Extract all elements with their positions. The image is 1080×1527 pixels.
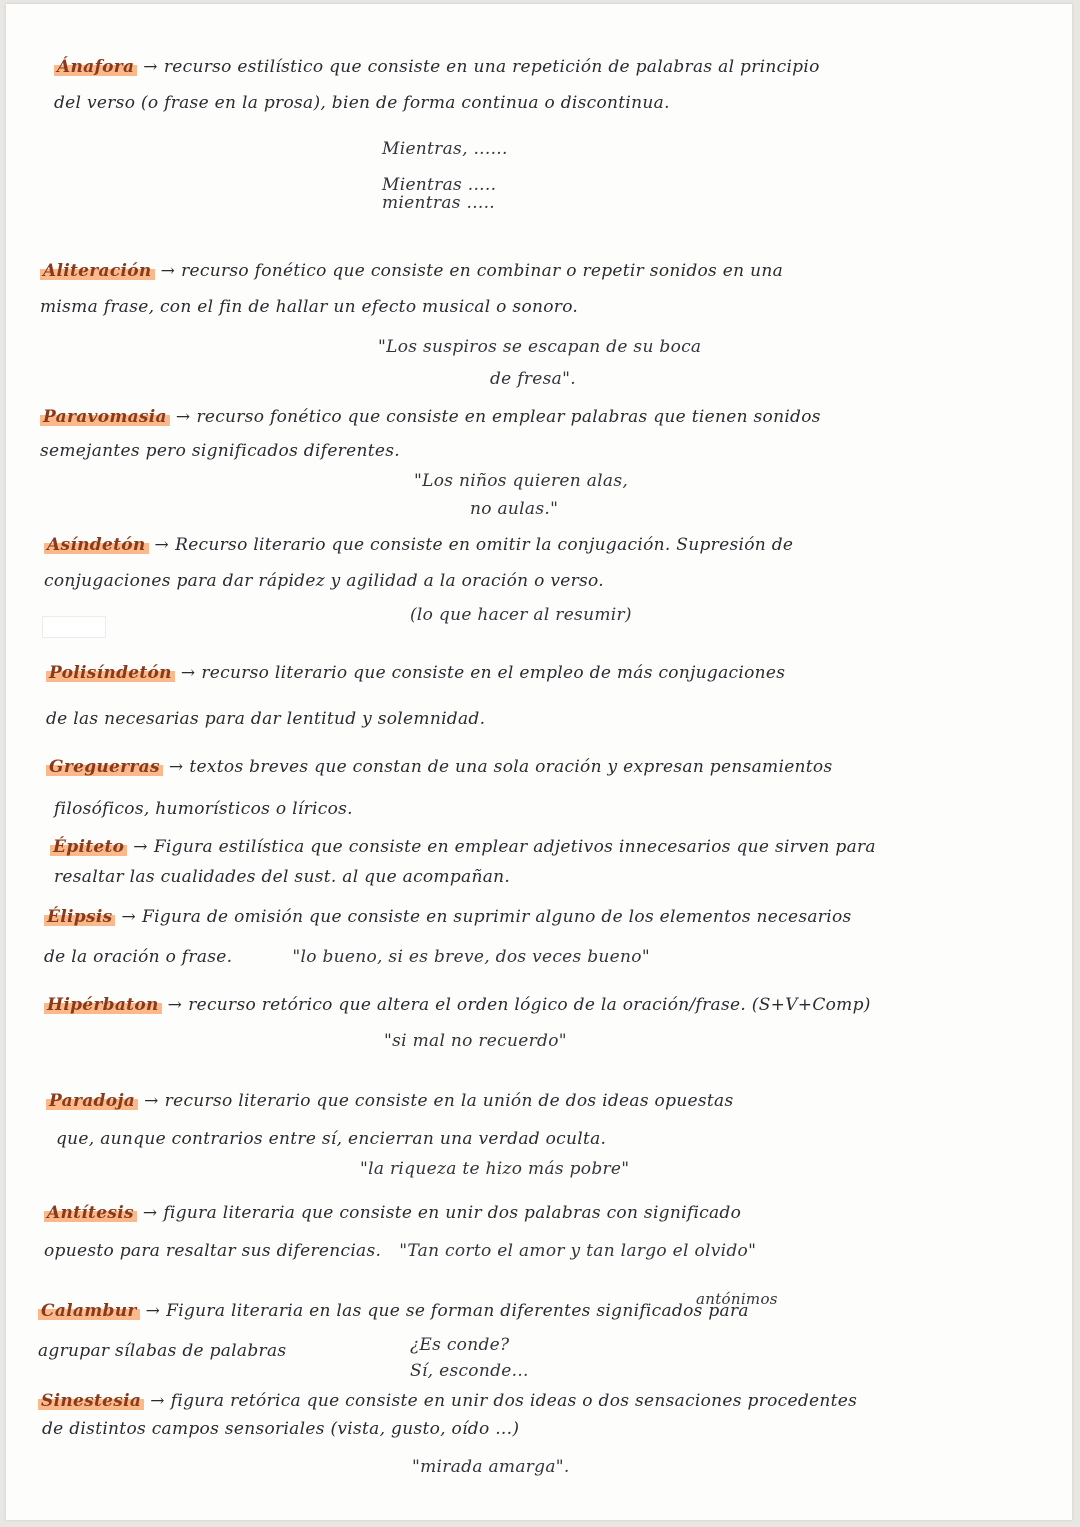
arrow-icon: → xyxy=(143,57,158,77)
definition-line: recurso estilístico que consiste en una repetición de palabras al principio xyxy=(163,57,820,77)
definition-line: Figura de omisión que consiste en suprimir alguno de los elementos necesarios xyxy=(142,907,852,927)
term-asindeton: Asíndetón xyxy=(44,535,149,555)
example-line: ¿Es conde? xyxy=(410,1335,510,1355)
example-line: "Los niños quieren alas, xyxy=(414,471,629,491)
entry-paradoja xyxy=(46,1090,734,1112)
arrow-icon: → xyxy=(133,837,148,857)
definition-line: que, aunque contrarios entre sí, encierran una verdad oculta. xyxy=(56,1129,607,1149)
example-line: Mientras, ...... xyxy=(382,139,508,159)
entry-paronomasia xyxy=(40,406,821,428)
definition-line: semejantes pero significados diferentes. xyxy=(40,441,400,461)
example-line: "Tan corto el amor y tan largo el olvido" xyxy=(399,1241,757,1261)
entry-calambur xyxy=(38,1300,749,1322)
definition-line: figura retórica que consiste en unir dos ideas o dos sensaciones procedentes xyxy=(170,1391,858,1411)
term-epiteto: Épiteto xyxy=(50,837,127,857)
arrow-icon: → xyxy=(150,1391,165,1411)
entry-polisindeton xyxy=(46,662,785,684)
definition-line: opuesto para resaltar sus diferencias. xyxy=(44,1241,382,1261)
entry-greguerias xyxy=(46,756,833,778)
definition-line: del verso (o frase en la prosa), bien de forma continua o discontinua. xyxy=(54,93,670,113)
arrow-icon: → xyxy=(154,535,170,555)
term-elipsis: Élipsis xyxy=(44,907,115,927)
definition-line: Recurso literario que consiste en omitir la conjugación. Supresión de xyxy=(175,535,794,555)
term-polisindeton: Polisíndetón xyxy=(46,663,175,683)
term-greguerias: Greguerras xyxy=(46,757,163,777)
example-line: Sí, esconde... xyxy=(410,1361,529,1381)
entry-hiperbaton xyxy=(44,994,871,1016)
entry-anafora xyxy=(54,56,820,78)
example-line: mientras ..... xyxy=(382,193,496,213)
term-calambur: Calambur xyxy=(38,1301,140,1321)
example-line: "mirada amarga". xyxy=(412,1457,570,1477)
definition-line: de las necesarias para dar lentitud y solemnidad. xyxy=(46,709,486,729)
arrow-icon: → xyxy=(175,407,191,427)
entry-elipsis xyxy=(44,906,852,928)
example-line: "la riqueza te hizo más pobre" xyxy=(360,1159,630,1179)
antitesis-line-2 xyxy=(44,1240,756,1262)
annotation-note: antónimos xyxy=(696,1290,778,1308)
definition-line: resaltar las cualidades del sust. al que acompañan. xyxy=(54,867,511,887)
example-line: no aulas." xyxy=(470,499,559,519)
example-line: (lo que hacer al resumir) xyxy=(410,605,632,625)
definition-line: figura literaria que consiste en unir dos palabras con significado xyxy=(163,1203,742,1223)
term-paronomasia: Paravomasia xyxy=(40,407,170,427)
arrow-icon: → xyxy=(167,995,183,1015)
entry-epiteto xyxy=(50,836,876,858)
entry-asindeton xyxy=(44,534,793,556)
arrow-icon: → xyxy=(145,1301,161,1321)
arrow-icon: → xyxy=(121,907,137,927)
definition-line: Figura literaria en las que se forman diferentes significados para xyxy=(166,1301,749,1321)
definition-line: agrupar sílabas de palabras xyxy=(38,1341,287,1361)
definition-line: recurso literario que consiste en la unión de dos ideas opuestas xyxy=(164,1091,734,1111)
arrow-icon: → xyxy=(142,1203,158,1223)
definition-line: textos breves que constan de una sola oración y expresan pensamientos xyxy=(189,757,833,777)
term-sinestesia: Sinestesia xyxy=(38,1391,144,1411)
definition-line: de distintos campos sensoriales (vista, gusto, oído ...) xyxy=(42,1419,520,1439)
term-hiperbaton: Hipérbaton xyxy=(44,995,162,1015)
example-line: "Los suspiros se escapan de su boca xyxy=(378,337,702,357)
definition-line: conjugaciones para dar rápidez y agilidad a la oración o verso. xyxy=(44,571,604,591)
entry-antitesis xyxy=(44,1202,741,1224)
entry-aliteracion xyxy=(40,260,783,282)
definition-line: recurso retórico que altera el orden lógico de la oración/frase. (S+V+Comp) xyxy=(188,995,871,1015)
definition-line: filosóficos, humorísticos o líricos. xyxy=(54,799,353,819)
example-line: de fresa". xyxy=(490,369,576,389)
elipsis-line-2 xyxy=(44,946,650,968)
arrow-icon: → xyxy=(160,261,176,281)
definition-line: recurso fonético que consiste en emplear palabras que tienen sonidos xyxy=(196,407,821,427)
definition-line: recurso fonético que consiste en combinar o repetir sonidos en una xyxy=(181,261,784,281)
term-aliteracion: Aliteración xyxy=(40,261,155,281)
notebook-page xyxy=(6,4,1072,1520)
entry-sinestesia xyxy=(38,1390,857,1412)
example-line: Mientras ..... xyxy=(382,175,497,195)
arrow-icon: → xyxy=(144,1091,159,1111)
paper-patch xyxy=(42,616,106,638)
term-antitesis: Antítesis xyxy=(44,1203,137,1223)
definition-line: misma frase, con el fin de hallar un efecto musical o sonoro. xyxy=(40,297,579,317)
arrow-icon: → xyxy=(180,663,196,683)
arrow-icon: → xyxy=(168,757,184,777)
definition-line: recurso literario que consiste en el empleo de más conjugaciones xyxy=(201,663,786,683)
definition-line: Figura estilística que consiste en emplear adjetivos innecesarios que sirven para xyxy=(153,837,876,857)
definition-line: de la oración o frase. xyxy=(44,947,233,967)
example-line: "si mal no recuerdo" xyxy=(384,1031,567,1051)
term-anafora: Ánafora xyxy=(54,57,137,77)
term-paradoja: Paradoja xyxy=(46,1091,138,1111)
example-line: "lo bueno, si es breve, dos veces bueno" xyxy=(292,947,650,967)
